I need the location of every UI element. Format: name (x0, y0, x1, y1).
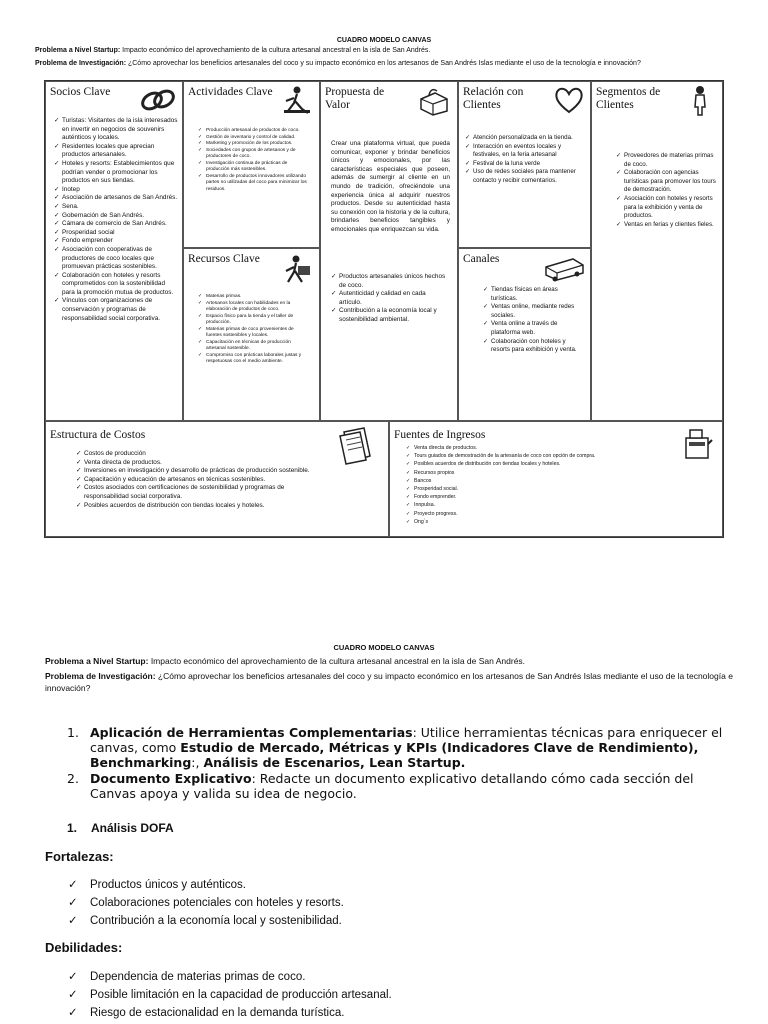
instructions-list (45, 725, 725, 802)
list-item: ✓ Materias primas. (198, 294, 310, 301)
socios-clave-block (45, 81, 183, 421)
list-item: 2. Documento Explicativo: Redacte un documento explicativo detallando cómo cada sección del Canvas apoya y valida su idea de negocio. (67, 771, 694, 801)
list-item: ✓ Posibles acuerdos de distribución con tiendas locales y hoteles. (76, 502, 316, 511)
list-item: ✓ Posible limitación en la capacidad de producción artesanal. (68, 986, 392, 1004)
list-item: ✓ Contribución a la economía local y sostenibilidad. (68, 912, 344, 930)
list-item: ✓ Colaboración con agencias turísticas para promover los tours de demostración. (616, 169, 716, 195)
chain-links-icon (138, 85, 178, 115)
list-item: ✓ Proveedores de materias primas de coco. (616, 152, 716, 169)
list-item: ✓ Fondo emprender (54, 237, 178, 246)
estructura-costos-block (45, 421, 389, 537)
list-item: ✓ Ventas online, mediante redes sociales. (483, 303, 578, 320)
list-item: ✓ Sena. (54, 203, 178, 212)
ingresos-list (406, 444, 666, 526)
heart-icon (553, 85, 585, 115)
debilidades-list (68, 968, 392, 1022)
fortalezas-list (68, 876, 344, 930)
list-item: ✓ Colaboración con hoteles y resorts para exhibición y venta. (483, 338, 578, 355)
list-item: ✓ Producción artesanal de productos de coco. (198, 128, 310, 135)
list-item: ✓ Capacitación y educación de artesanos en técnicas sostenibles. (76, 476, 316, 485)
fuentes-ingresos-block (389, 421, 723, 537)
problem-startup: Problema a Nivel Startup: Impacto económico del aprovechamiento de la cultura artesanal ancestral en la isla de San Andrés. (35, 47, 431, 54)
debilidades-heading: Debilidades: (45, 940, 123, 955)
list-item: ✓ Gobernación de San Andrés. (54, 212, 178, 221)
list-item: ✓ Autenticidad y calidad en cada artículo. (331, 290, 450, 307)
list-item: ✓ Innpulsa. (406, 501, 666, 509)
list-item: ✓ Artesanos locales con habilidades en la elaboración de productos de coco. (198, 301, 310, 314)
cash-register-icon (680, 426, 714, 464)
list-item: ✓ Asociación con cooperativas de productores de coco locales que promuevan prácticas sostenibles. (54, 246, 178, 272)
propuesta-text: Crear una plataforma virtual, que pueda comunicar, exponer y brindar beneficios únicos y emocionales, por las características especiales que poseen, además de sumergir al cliente en un mundo de tradición, ofreciéndole una experiencia única al adquirir nuestros productos. Desde su autenticidad hasta su conexión con la historia y de la cultura, brindarles beneficios tangibles y emocionales que enriquezcan su vida. (331, 140, 450, 233)
worker-icon (282, 85, 312, 115)
list-item: ✓ Hoteles y resorts: Establecimientos que podrían vender o promocionar los productos en sus tiendas. (54, 160, 178, 186)
canales-list (483, 286, 578, 355)
actividades-clave-title: Actividades Clave (188, 86, 273, 98)
list-item: ✓ Cámara de comercio de San Andrés. (54, 220, 178, 229)
propuesta-valor-title: Propuesta de Valor (325, 86, 385, 111)
propuesta-valor-block (320, 81, 458, 421)
gift-box-icon (417, 85, 451, 117)
truck-icon (543, 253, 587, 283)
list-item: ✓ Proyecto progress. (406, 510, 666, 518)
list-item: ✓ Ventas en ferias y clientes fieles. (616, 221, 716, 230)
recursos-list (198, 294, 310, 366)
person-icon (688, 85, 712, 117)
canales-block (458, 248, 591, 421)
list-item: ✓ Marketing y promoción de los productos. (198, 141, 310, 148)
actividades-list (198, 128, 310, 193)
document-stack-icon (336, 426, 374, 466)
list-item: ✓ Costos de producción (76, 450, 316, 459)
segmentos-list (616, 152, 716, 229)
list-item: ✓ Fondo emprender. (406, 493, 666, 501)
list-item: ✓ Inversiones en investigación y desarrollo de prácticas de producción sostenible. (76, 467, 316, 476)
list-item: ✓ Investigación continua de prácticas de producción más sostenibles. (198, 161, 310, 174)
list-item: ✓ Productos artesanales únicos hechos de coco. (331, 273, 450, 290)
list-item: ✓ Recursos propios (406, 469, 666, 477)
list-item: ✓ Prosperidad social (54, 229, 178, 238)
list-item: ✓ Venta directa de productos. (406, 444, 666, 452)
list-item: 1. Aplicación de Herramientas Complementarias: Utilice herramientas técnicas para enriquecer el canvas, como Estudio de Mercado, Métricas y KPIs (Indicadores Clave de Rendimiento), Benchmarking:, Análisis de Escenarios, Lean Startup. (67, 725, 723, 770)
list-item: ✓ Posibles acuerdos de distribución con tiendas locales y hoteles. (406, 460, 666, 468)
list-item: ✓ Tiendas físicas en áreas turísticas. (483, 286, 578, 303)
page-title: CUADRO MODELO CANVAS (336, 37, 432, 44)
section2-title: CUADRO MODELO CANVAS (333, 643, 435, 652)
section2-problem-research: Problema de Investigación: ¿Cómo aprovechar los beneficios artesanales del coco y su impacto económico en los artesanos de San Andrés Islas mediante el uso de la tecnología e innovación? (45, 671, 733, 693)
list-item: ✓ Asociación con hoteles y resorts para la exhibición y venta de productos. (616, 195, 716, 221)
actividades-clave-block (183, 81, 320, 248)
list-item: ✓ Colaboraciones potenciales con hoteles y resorts. (68, 894, 344, 912)
list-item: ✓ Contribución a la economía local y sostenibilidad ambiental. (331, 307, 450, 324)
list-item: ✓ Residentes locales que aprecian productos artesanales. (54, 143, 178, 160)
list-item: ✓ Venta directa de productos. (76, 459, 316, 468)
list-item: ✓ Uso de redes sociales para mantener contacto y recibir comentarios. (465, 168, 585, 185)
propuesta-list (331, 273, 450, 325)
list-item: ✓ Asociación de artesanos de San Andrés. (54, 194, 178, 203)
list-item: ✓ Capacitación en técnicas de producción artesanal sostenible. (198, 340, 310, 353)
list-item: ✓ Compromiso con prácticas laborales justas y respetuosas con el medio ambiente. (198, 353, 310, 366)
socios-clave-title: Socios Clave (50, 86, 111, 98)
relacion-clientes-title: Relación con Clientes (463, 86, 524, 111)
list-item: ✓ Desarrollo de productos innovadores utilizando partes no utilizadas del coco para minimizar los residuos. (198, 174, 310, 194)
list-item: ✓ Colaboración con hoteles y resorts comprometidos con la sostenibilidad para la promoción mutua de productos. (54, 272, 178, 298)
list-item: ✓ Tours guiados de demostración de la artesanía de coco con opción de compra. (406, 452, 666, 460)
list-item: ✓ Espacio físico para la tienda y el taller de producción. (198, 314, 310, 327)
list-item: ✓ Ong´s (406, 518, 666, 526)
list-item: ✓ Bancos (406, 477, 666, 485)
list-item: ✓ Productos únicos y auténticos. (68, 876, 344, 894)
recursos-clave-block (183, 248, 320, 421)
list-item: ✓ Inotep (54, 186, 178, 195)
business-model-canvas (44, 80, 724, 538)
list-item: ✓ Atención personalizada en la tienda. (465, 134, 585, 143)
list-item: ✓ Venta online a través de plataforma web. (483, 320, 578, 337)
relacion-list (465, 134, 585, 186)
list-item: ✓ Prosperidad social. (406, 485, 666, 493)
canales-title: Canales (463, 253, 500, 265)
dofa-heading: 1. Análisis DOFA (67, 821, 174, 835)
list-item: ✓ Riesgo de estacionalidad en la demanda turística. (68, 1004, 392, 1022)
list-item: ✓ Interacción en eventos locales y festivales, en la feria artesanal (465, 143, 585, 160)
list-item: ✓ Sociedades con grupos de artesanos y de productores de coco. (198, 148, 310, 161)
recursos-clave-title: Recursos Clave (188, 253, 260, 265)
segmentos-clientes-block (591, 81, 723, 421)
list-item: ✓ Gestión de inventario y control de calidad. (198, 135, 310, 142)
list-item: ✓ Materias primas de coco provenientes de fuentes sostenibles y locales. (198, 327, 310, 340)
list-item: ✓ Vínculos con organizaciones de conservación y programas de responsabilidad social corporativa. (54, 297, 178, 323)
worker-lifting-icon (280, 254, 312, 286)
costos-list (76, 450, 316, 510)
fuentes-ingresos-title: Fuentes de Ingresos (394, 429, 486, 441)
fortalezas-heading: Fortalezas: (45, 849, 114, 864)
list-item: ✓ Costos asociados con certificaciones de sostenibilidad y programas de responsabilidad social corporativa. (76, 484, 316, 501)
estructura-costos-title: Estructura de Costos (50, 429, 146, 441)
list-item: ✓ Dependencia de materias primas de coco. (68, 968, 392, 986)
list-item: ✓ Turistas: Visitantes de la isla interesados en invertir en negocios de souvenirs auténticos y locales. (54, 117, 178, 143)
relacion-clientes-block (458, 81, 591, 248)
problem-research: Problema de Investigación: ¿Cómo aprovechar los beneficios artesanales del coco y su impacto económico en los artesanos de San Andrés Islas mediante el uso de la tecnología e innovación? (35, 60, 641, 67)
segmentos-clientes-title: Segmentos de Clientes (596, 86, 661, 111)
section2-problem-startup: Problema a Nivel Startup: Impacto económico del aprovechamiento de la cultura artesanal ancestral en la isla de San Andrés. (45, 656, 526, 666)
socios-list (54, 117, 178, 323)
list-item: ✓ Festival de la luna verde (465, 160, 585, 169)
